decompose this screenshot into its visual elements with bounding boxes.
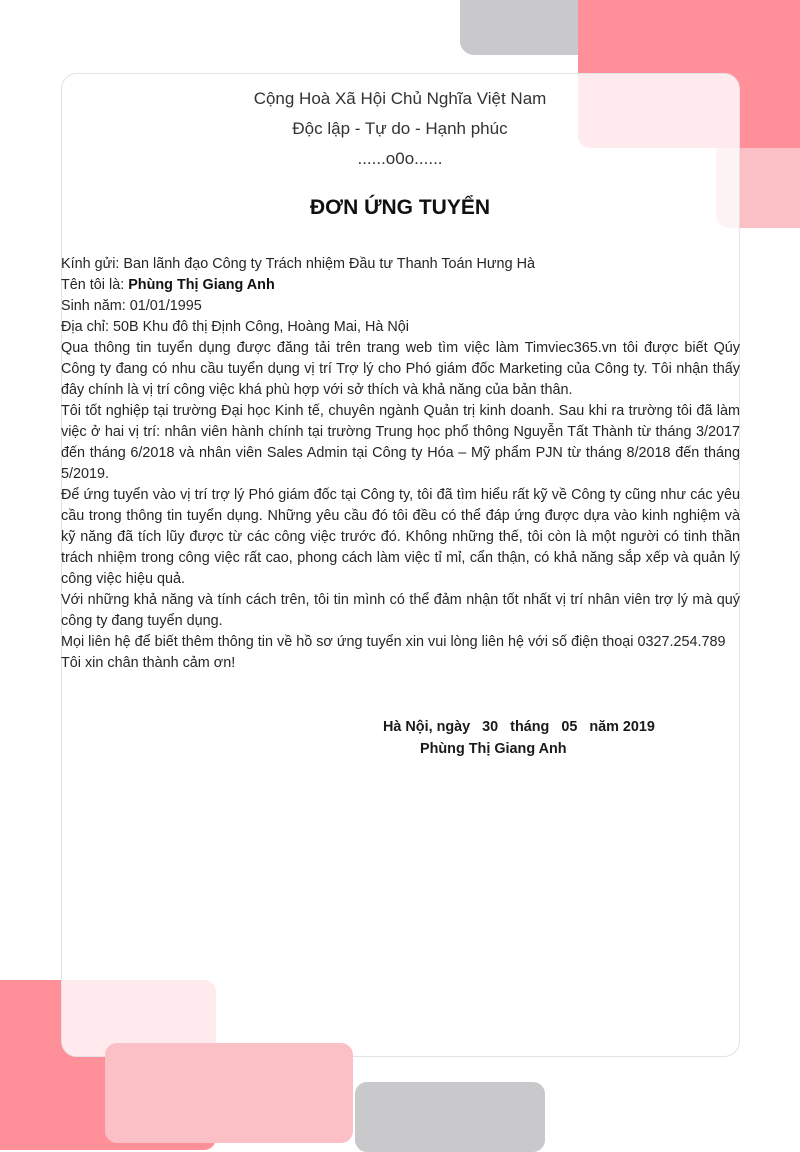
signature-name: Phùng Thị Giang Anh (420, 741, 567, 757)
address-line: Địa chỉ: 50B Khu đô thị Định Công, Hoàng Mai, Hà Nội (61, 319, 409, 335)
paragraph-education: Tôi tốt nghiệp tại trường Đại học Kinh tế, chuyên ngành Quản trị kinh doanh. Sau khi ra trường tôi đã làm việc ở hai vị trí: nhân viên hành chính tại trường Trung học phổ thông Nguyễn Tất Thành từ tháng 3/2017 đến tháng 6/2018 và nhân viên Sales Admin tại Công ty Hóa – Mỹ phẩm PJN từ tháng 8/2018 đến tháng 5/2019. (61, 403, 740, 482)
recipient-line: Kính gửi: Ban lãnh đạo Công ty Trách nhiệm Đầu tư Thanh Toán Hưng Hà (61, 256, 535, 272)
closing-line: Tôi xin chân thành cảm ơn! (61, 655, 236, 671)
name-prefix: Tên tôi là: (61, 277, 129, 293)
national-motto: Độc lập - Tự do - Hạnh phúc (292, 119, 508, 138)
header-separator: ......o0o...... (357, 149, 443, 168)
paragraph-qualifications: Để ứng tuyển vào vị trí trợ lý Phó giám đốc tại Công ty, tôi đã tìm hiểu rất kỹ về Công ty cũng như các yêu cầu trong thông tin tuyển dụng. Những yêu cầu đó tôi đều có thể đáp ứng được dựa vào kinh nghiệm và kỹ năng đã tích lũy được từ các công việc trước đó. Không những thế, tôi còn là một người có tinh thần trách nhiệm trong công việc rất cao, phong cách làm việc tỉ mỉ, cẩn thận, có khả năng sắp xếp và quản lý công việc hiệu quả. (61, 487, 740, 587)
national-title: Cộng Hoà Xã Hội Chủ Nghĩa Việt Nam (253, 89, 547, 108)
applicant-name: Phùng Thị Giang Anh (128, 277, 275, 293)
paragraph-contact: Mọi liên hệ để biết thêm thông tin về hồ sơ ứng tuyển xin vui lòng liên hệ với số điện thoại 0327.254.789 (61, 634, 726, 650)
birth-line: Sinh năm: 01/01/1995 (61, 298, 202, 314)
signature-date: Hà Nội, ngày 30 tháng 05 năm 2019 (383, 719, 655, 735)
applicant-name-line (61, 275, 740, 296)
decor-gray-block-bottom (355, 1082, 545, 1152)
paragraph-intro: Qua thông tin tuyển dụng được đăng tải trên trang web tìm việc làm Timviec365.vn tôi được biết Qúy Công ty đang có nhu cầu tuyển dụng vị trí Trợ lý cho Phó giám đốc Marketing của Công ty. Tôi nhận thấy đây chính là vị trí công việc khá phù hợp với sở thích và khả năng của bản thân. (61, 340, 740, 398)
paragraph-commitment: Với những khả năng và tính cách trên, tôi tin mình có thể đảm nhận tốt nhất vị trí nhân viên trợ lý mà quý công ty đang tuyển dụng. (61, 592, 740, 629)
letter-body (61, 254, 740, 674)
decor-light-pink-block-bottom (105, 1043, 353, 1143)
document-title: ĐƠN ỨNG TUYỂN (309, 196, 490, 219)
